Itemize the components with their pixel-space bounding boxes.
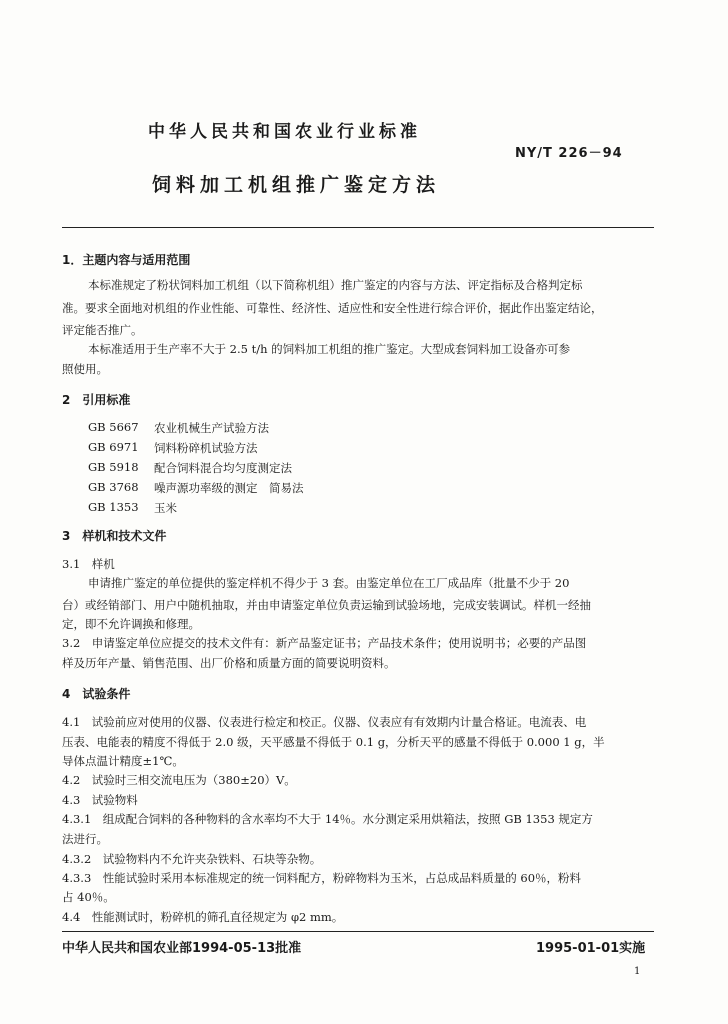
section-heading-1: 1．主题内容与适用范围 <box>62 253 191 267</box>
paragraph-line: 本标准规定了粉状饲料加工机组（以下简称机组）推广鉴定的内容与方法、评定指标及合格判定标 <box>88 278 583 292</box>
paragraph-line: 占 40％。 <box>62 890 115 904</box>
paragraph-line: 评定能否推广。 <box>62 323 143 337</box>
paragraph-line: 4.1 试验前应对使用的仪器、仪表进行检定和校正。仪器、仪表应有有效期内计量合格证。电流表、电 <box>62 715 587 729</box>
reference-title: 噪声源功率级的测定 简易法 <box>154 481 304 495</box>
document-title: 饲料加工机组推广鉴定方法 <box>152 174 441 196</box>
approval-statement: 中华人民共和国农业部1994-05-13批准 <box>62 941 302 956</box>
paragraph-line: 法进行。 <box>62 832 108 846</box>
paragraph-line: 样及历年产量、销售范围、出厂价格和质量方面的简要说明资料。 <box>62 656 396 670</box>
subsection-heading: 3.1 样机 <box>62 557 115 571</box>
paragraph-line: 定，即不允许调换和修理。 <box>62 617 200 631</box>
footer-divider <box>62 931 654 932</box>
section-heading-3: 3 样机和技术文件 <box>62 529 167 543</box>
reference-title: 饲料粉碎机试验方法 <box>154 441 258 455</box>
paragraph-line: 准。要求全面地对机组的作业性能、可靠性、经济性、适应性和安全性进行综合评价，据此作出鉴定结论， <box>62 301 603 315</box>
standard-number: NY/T 226－94 <box>515 146 623 161</box>
section-heading-4: 4 试验条件 <box>62 687 131 701</box>
paragraph-line: 4.2 试验时三相交流电压为（380±20）V。 <box>62 773 296 787</box>
paragraph-line: 4.3.2 试验物料内不允许夹杂铁料、石块等杂物。 <box>62 852 322 866</box>
paragraph-line: 台）或经销部门、用户中随机抽取，并由申请鉴定单位负责运输到试验场地，完成安装调试。样机一经抽 <box>62 598 591 612</box>
paragraph-line: 导体点温计精度±1℃。 <box>62 754 184 768</box>
effective-date: 1995-01-01实施 <box>536 941 646 956</box>
issuing-authority: 中华人民共和国农业行业标准 <box>148 122 421 142</box>
subsection-heading: 4.3 试验物料 <box>62 793 138 807</box>
reference-code: GB 6971 <box>88 440 139 454</box>
reference-code: GB 3768 <box>88 480 139 494</box>
header-divider <box>62 227 654 228</box>
page-number: 1 <box>634 966 641 977</box>
reference-code: GB 5918 <box>88 460 139 474</box>
paragraph-line: 4.3.1 组成配合饲料的各种物料的含水率均不大于 14％。水分测定采用烘箱法，按照 GB 1353 规定方 <box>62 812 593 826</box>
reference-title: 玉米 <box>154 501 177 515</box>
paragraph-line: 3.2 申请鉴定单位应提交的技术文件有：新产品鉴定证书；产品技术条件；使用说明书；必要的产品图 <box>62 636 587 650</box>
paragraph-line: 4.3.3 性能试验时采用本标准规定的统一饲料配方，粉碎物料为玉米，占总成品料质量的 60％，粉料 <box>62 871 582 885</box>
reference-title: 配合饲料混合均匀度测定法 <box>154 461 292 475</box>
section-heading-2: 2 引用标准 <box>62 393 131 407</box>
reference-title: 农业机械生产试验方法 <box>154 421 269 435</box>
reference-code: GB 1353 <box>88 500 139 514</box>
paragraph-line: 本标准适用于生产率不大于 2.5 t/h 的饲料加工机组的推广鉴定。大型成套饲料加工设备亦可参 <box>88 342 571 356</box>
paragraph-line: 照使用。 <box>62 362 108 376</box>
reference-code: GB 5667 <box>88 420 139 434</box>
paragraph-line: 压表、电能表的精度不得低于 2.0 级，天平感量不得低于 0.1 g，分析天平的感量不得低于 0.000 1 g，半 <box>62 735 605 749</box>
paragraph-line: 申请推广鉴定的单位提供的鉴定样机不得少于 3 套。由鉴定单位在工厂成品库（批量不少于 20 <box>88 576 570 590</box>
paragraph-line: 4.4 性能测试时，粉碎机的筛孔直径规定为 φ2 mm。 <box>62 910 344 924</box>
